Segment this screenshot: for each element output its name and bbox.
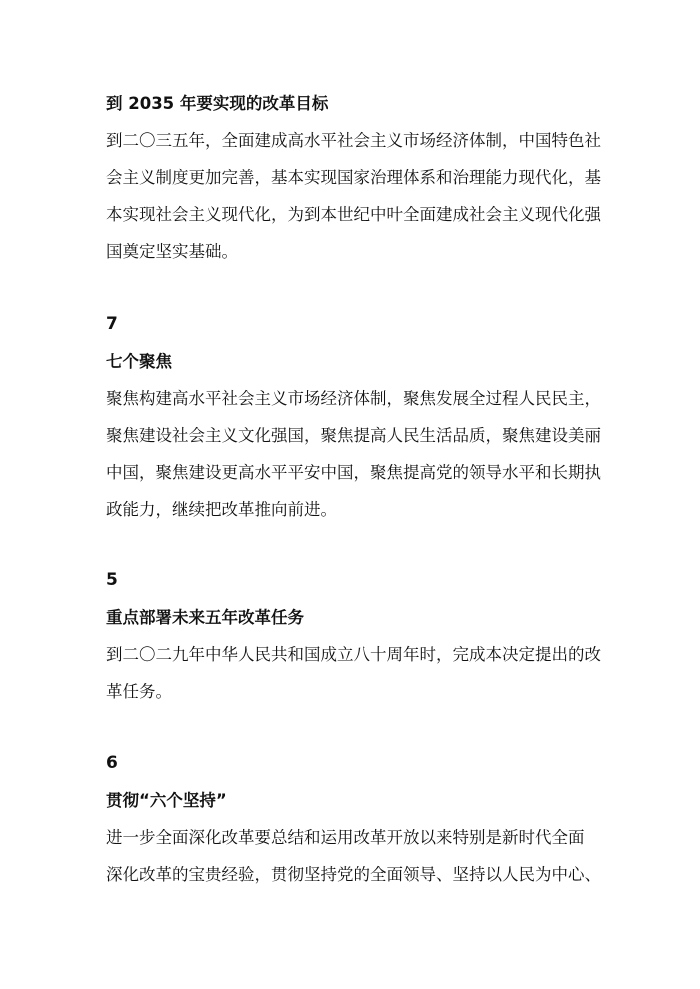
section-title: 重点部署未来五年改革任务 — [106, 608, 304, 627]
paragraph-line: 聚焦建设社会主义文化强国，聚焦提高人民生活品质，聚焦建设美丽 — [106, 426, 601, 445]
section-paragraph — [106, 122, 606, 270]
section-five-year-tasks — [106, 562, 606, 710]
paragraph-line: 进一步全面深化改革要总结和运用改革开放以来特别是新时代全面 — [106, 828, 585, 847]
section-title: 七个聚焦 — [106, 352, 172, 371]
section-seven-focuses — [106, 306, 606, 528]
paragraph-line: 会主义制度更加完善，基本实现国家治理体系和治理能力现代化，基 — [106, 168, 601, 187]
section-2035-goals — [106, 85, 606, 270]
paragraph-line: 政能力，继续把改革推向前进。 — [106, 500, 337, 519]
section-number: 5 — [106, 570, 118, 590]
paragraph-line: 到二〇二九年中华人民共和国成立八十周年时，完成本决定提出的改 — [106, 645, 601, 664]
section-paragraph — [106, 380, 606, 528]
paragraph-line: 聚焦构建高水平社会主义市场经济体制，聚焦发展全过程人民民主， — [106, 389, 601, 408]
paragraph-line: 到二〇三五年，全面建成高水平社会主义市场经济体制，中国特色社 — [106, 131, 601, 150]
paragraph-line: 本实现社会主义现代化，为到本世纪中叶全面建成社会主义现代化强 — [106, 205, 601, 224]
section-paragraph — [106, 636, 606, 710]
paragraph-line: 革任务。 — [106, 682, 172, 701]
section-six-persistences — [106, 745, 606, 893]
section-title: 贯彻“六个坚持” — [106, 791, 227, 810]
section-number: 7 — [106, 314, 118, 334]
paragraph-line: 国奠定坚实基础。 — [106, 242, 238, 261]
section-title: 到 2035 年要实现的改革目标 — [106, 94, 329, 113]
section-number: 6 — [106, 753, 118, 773]
section-paragraph — [106, 819, 606, 893]
paragraph-line: 中国，聚焦建设更高水平平安中国，聚焦提高党的领导水平和长期执 — [106, 463, 601, 482]
paragraph-line: 深化改革的宝贵经验，贯彻坚持党的全面领导、坚持以人民为中心、 — [106, 865, 601, 884]
